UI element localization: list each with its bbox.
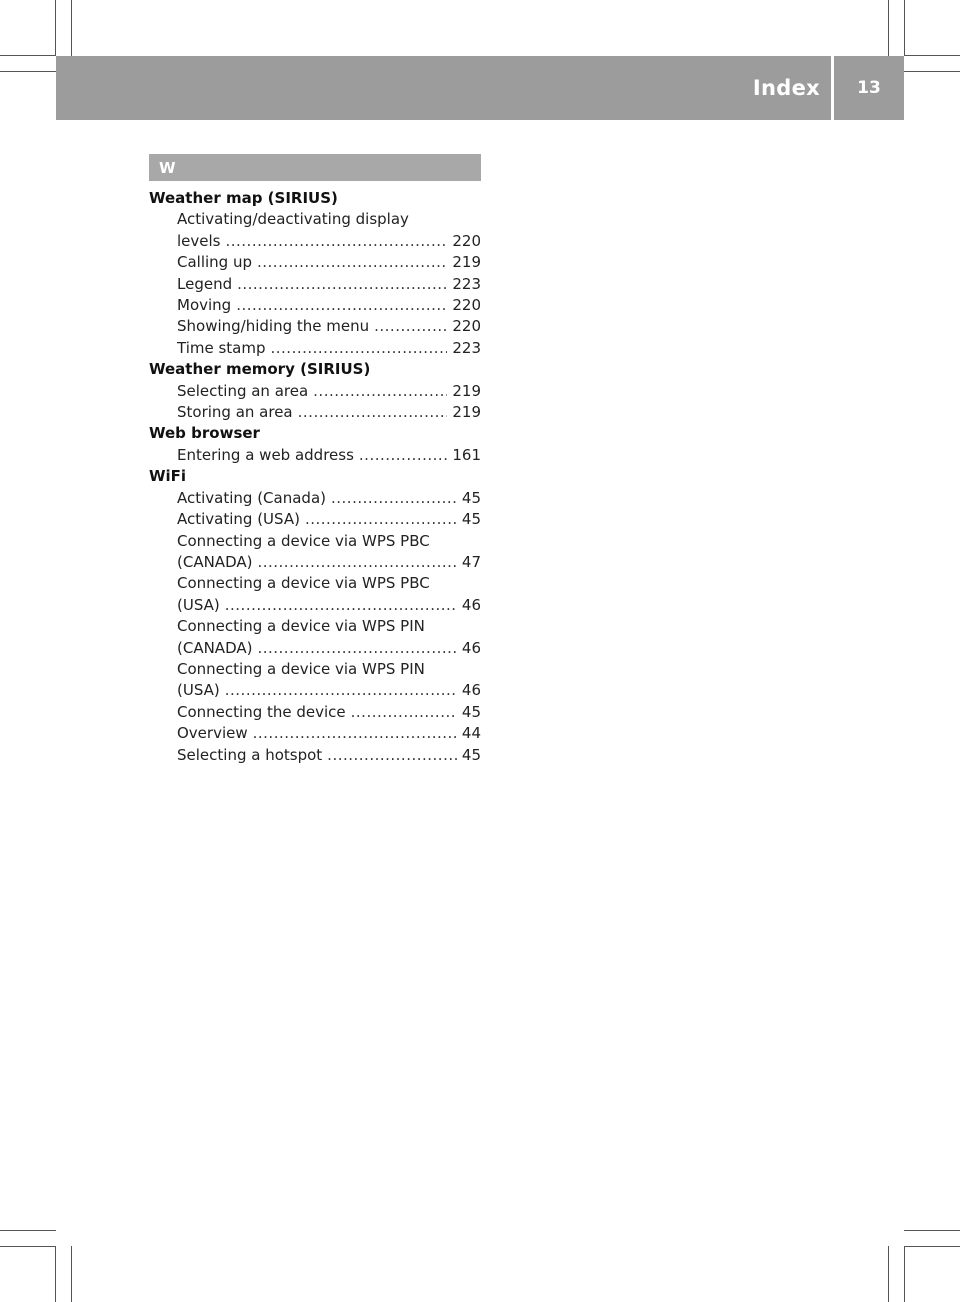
index-subentry[interactable] [149, 445, 481, 466]
page-ref[interactable]: 45 [461, 702, 481, 721]
section-letter-bar [149, 154, 481, 181]
index-subentry[interactable] [149, 595, 481, 616]
crop-mark [888, 0, 889, 56]
index-subentry[interactable] [149, 402, 481, 423]
dot-leader [327, 745, 457, 766]
page-ref[interactable]: 44 [461, 724, 481, 743]
index-heading: Weather memory (SIRIUS) [149, 360, 371, 379]
index-subentry-line: Connecting a device via WPS PBC [177, 574, 430, 593]
subentry-text: Showing/hiding the menu [177, 317, 370, 336]
subentry-text: Moving [177, 296, 232, 315]
page-ref[interactable]: 223 [452, 274, 481, 293]
page-ref[interactable]: 47 [461, 552, 481, 571]
dot-leader [305, 509, 457, 530]
page-ref[interactable]: 45 [461, 488, 481, 507]
dot-leader [298, 402, 448, 423]
index-subentry[interactable] [149, 381, 481, 402]
subentry-text: Entering a web address [177, 445, 354, 464]
page-title: Index [752, 76, 820, 100]
subentry-text: (CANADA) [177, 552, 253, 571]
dot-leader [253, 723, 457, 744]
crop-mark [904, 71, 960, 72]
index-subentry[interactable] [149, 638, 481, 659]
crop-mark [55, 0, 56, 56]
dot-leader [225, 680, 457, 701]
dot-leader [225, 231, 447, 252]
page-ref[interactable]: 46 [461, 681, 481, 700]
dot-leader [331, 488, 457, 509]
dot-leader [313, 381, 447, 402]
dot-leader [374, 316, 447, 337]
index-subentry-line: Connecting a device via WPS PBC [177, 531, 430, 550]
dot-leader [257, 638, 456, 659]
dot-leader [236, 295, 447, 316]
index-subentry[interactable] [149, 488, 481, 509]
subentry-text: Selecting an area [177, 381, 309, 400]
dot-leader [225, 595, 457, 616]
index-subentry-line: Activating/deactivating display [177, 210, 409, 229]
index-subentry[interactable] [149, 231, 481, 252]
index-subentry[interactable] [149, 316, 481, 337]
index-list [149, 188, 481, 766]
page-ref[interactable]: 220 [452, 231, 481, 250]
subentry-text: Activating (Canada) [177, 488, 326, 507]
crop-mark [904, 0, 905, 56]
crop-mark [904, 1246, 905, 1302]
dot-leader [257, 552, 456, 573]
dot-leader [359, 445, 447, 466]
crop-mark [55, 1246, 56, 1302]
subentry-text: Storing an area [177, 403, 293, 422]
subentry-text: (CANADA) [177, 638, 253, 657]
index-heading: WiFi [149, 467, 187, 486]
dot-leader [351, 702, 457, 723]
dot-leader [257, 252, 447, 273]
section-letter: W [159, 158, 176, 177]
page-number: 13 [857, 78, 881, 98]
index-subentry[interactable] [149, 252, 481, 273]
page-ref[interactable]: 219 [452, 381, 481, 400]
subentry-text: levels [177, 231, 221, 250]
crop-mark [904, 1230, 960, 1231]
crop-mark [0, 71, 56, 72]
page-ref[interactable]: 220 [452, 296, 481, 315]
crop-mark [71, 0, 72, 56]
index-subentry[interactable] [149, 723, 481, 744]
index-heading: Weather map (SIRIUS) [149, 189, 338, 207]
crop-mark [0, 55, 56, 56]
index-subentry[interactable] [149, 552, 481, 573]
index-subentry[interactable] [149, 295, 481, 316]
subentry-text: (USA) [177, 595, 220, 614]
subentry-text: Connecting the device [177, 702, 346, 721]
subentry-text: (USA) [177, 681, 220, 700]
index-subentry-line: Connecting a device via WPS PIN [177, 617, 425, 636]
index-subentry[interactable] [149, 509, 481, 530]
page-ref[interactable]: 223 [452, 338, 481, 357]
subentry-text: Selecting a hotspot [177, 745, 323, 764]
crop-mark [888, 1246, 889, 1302]
crop-mark [904, 1246, 960, 1247]
crop-mark [0, 1230, 56, 1231]
page-ref[interactable]: 46 [461, 638, 481, 657]
page-ref[interactable]: 219 [452, 253, 481, 272]
subentry-text: Activating (USA) [177, 510, 300, 529]
page-ref[interactable]: 45 [461, 745, 481, 764]
page-ref[interactable]: 219 [452, 403, 481, 422]
page-ref[interactable]: 220 [452, 317, 481, 336]
dot-leader [237, 274, 447, 295]
subentry-text: Calling up [177, 253, 252, 272]
crop-mark [904, 55, 960, 56]
page-ref[interactable]: 45 [461, 510, 481, 529]
index-subentry[interactable] [149, 680, 481, 701]
dot-leader [271, 338, 448, 359]
crop-mark [0, 1246, 56, 1247]
crop-mark [71, 1246, 72, 1302]
index-subentry[interactable] [149, 338, 481, 359]
subentry-text: Legend [177, 274, 233, 293]
index-subentry[interactable] [149, 745, 481, 766]
page-ref[interactable]: 161 [452, 445, 481, 464]
subentry-text: Time stamp [177, 338, 266, 357]
index-subentry-line: Connecting a device via WPS PIN [177, 659, 425, 678]
index-heading: Web browser [149, 424, 260, 443]
index-subentry[interactable] [149, 274, 481, 295]
subentry-text: Overview [177, 724, 248, 743]
page-ref[interactable]: 46 [461, 595, 481, 614]
index-subentry[interactable] [149, 702, 481, 723]
